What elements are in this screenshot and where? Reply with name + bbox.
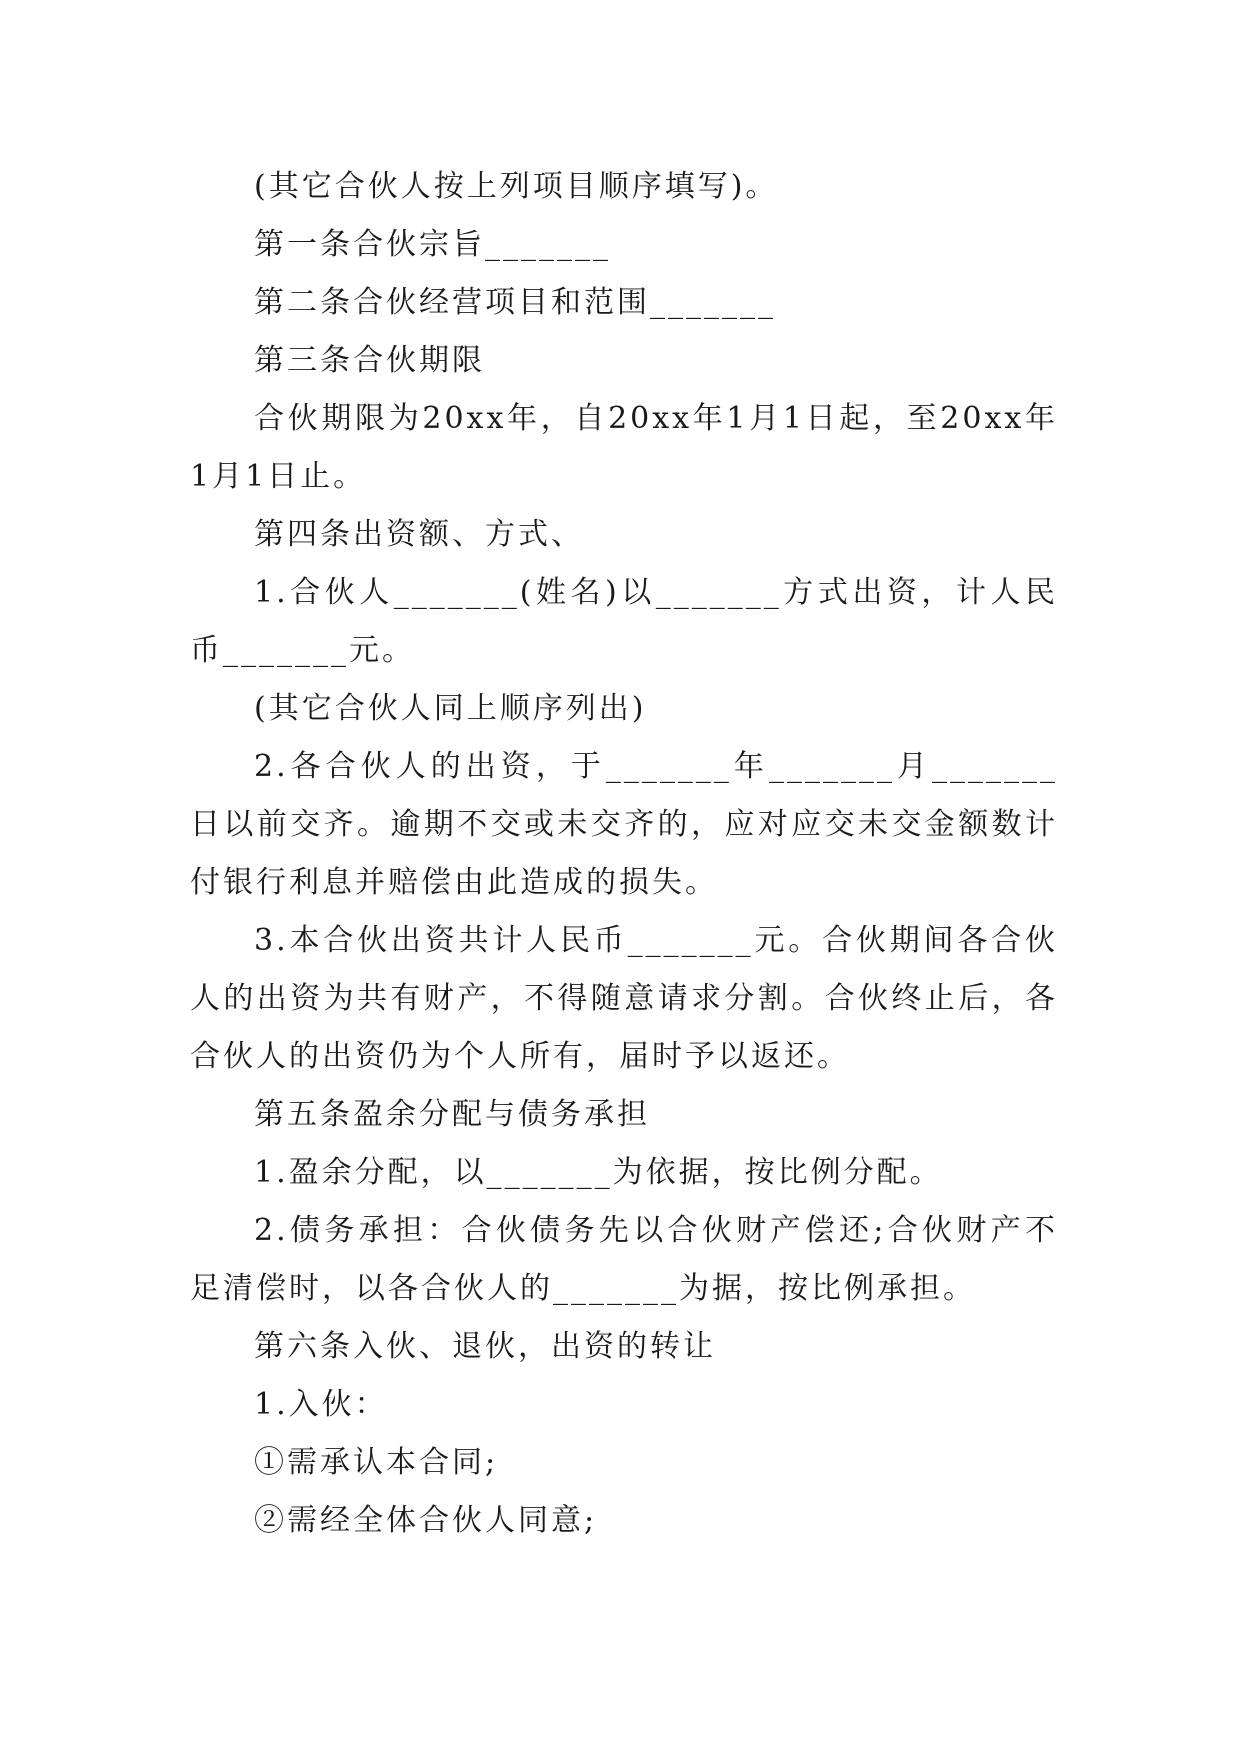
- paragraph: 2.各合伙人的出资，于_______年_______月_______日以前交齐。逾期不交或未交齐的，应对应交未交金额数计付银行利息并赔偿由此造成的损失。: [190, 749, 1058, 900]
- document-body: [190, 158, 1058, 1550]
- article-1-heading: 第一条合伙宗旨_______: [254, 227, 611, 262]
- list-item: ②需经全体合伙人同意;: [254, 1503, 598, 1538]
- article-2-heading: 第二条合伙经营项目和范围_______: [254, 285, 776, 320]
- article-6-heading: 第六条入伙、退伙，出资的转让: [254, 1329, 716, 1364]
- paragraph: 2.债务承担：合伙债务先以合伙财产偿还;合伙财产不足清偿时，以各合伙人的_______为据，按比例承担。: [190, 1213, 1058, 1306]
- article-4-heading: 第四条出资额、方式、: [254, 517, 584, 552]
- paragraph: 合伙期限为20xx年，自20xx年1月1日起，至20xx年1月1日止。: [190, 401, 1058, 494]
- paragraph: (其它合伙人同上顺序列出): [254, 691, 647, 726]
- paragraph: (其它合伙人按上列项目顺序填写)。: [254, 169, 779, 204]
- article-3-heading: 第三条合伙期限: [254, 343, 485, 378]
- paragraph: 3.本合伙出资共计人民币_______元。合伙期间各合伙人的出资为共有财产，不得随意请求分割。合伙终止后，各合伙人的出资仍为个人所有，届时予以返还。: [190, 923, 1058, 1074]
- paragraph: 1.盈余分配，以_______为依据，按比例分配。: [254, 1155, 943, 1190]
- paragraph: 1.入伙：: [254, 1387, 388, 1422]
- paragraph: 1.合伙人_______(姓名)以_______方式出资，计人民币_______元。: [190, 575, 1058, 668]
- article-5-heading: 第五条盈余分配与债务承担: [254, 1097, 650, 1132]
- list-item: ①需承认本合同;: [254, 1445, 499, 1480]
